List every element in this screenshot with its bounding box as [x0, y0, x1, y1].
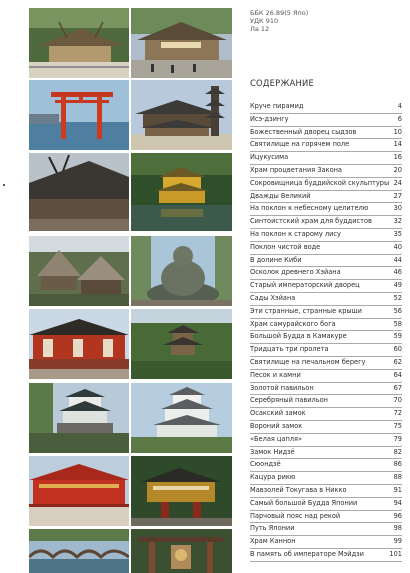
toc-entry[interactable] [250, 344, 402, 357]
catalog-line-bbk: ББК 26.89(5 Япо) [250, 9, 309, 17]
toc-entry[interactable] [250, 421, 402, 434]
toc-entry[interactable] [250, 395, 402, 408]
margin-mark [3, 184, 5, 186]
table-of-contents [250, 101, 402, 562]
photo-red-temple-gate [29, 309, 129, 379]
toc-entry-title: На поклон к старому лису [250, 229, 341, 238]
toc-entry-title: Вороний замок [250, 421, 303, 430]
toc-entry[interactable] [250, 216, 402, 229]
toc-entry-title: Песок и камни [250, 370, 301, 379]
toc-entry[interactable] [250, 472, 402, 485]
toc-entry-page: 99 [393, 537, 402, 546]
photo-pagoda-garden [131, 309, 232, 379]
toc-entry-title: Осакский замок [250, 409, 306, 418]
toc-heading: СОДЕРЖАНИЕ [250, 78, 314, 88]
toc-entry-title: Кацура рикю [250, 473, 296, 482]
toc-entry-page: 27 [393, 191, 402, 200]
toc-entry-page: 58 [393, 319, 402, 328]
toc-entry-page: 24 [393, 178, 402, 187]
toc-entry-page: 96 [393, 511, 402, 520]
photo-itsukushima-torii [29, 80, 129, 150]
catalog-line-udk: УДК 910 [250, 17, 279, 26]
toc-entry-page: 46 [393, 268, 402, 277]
photo-shrine-roofs [29, 153, 129, 231]
photo-osaka-castle [29, 383, 129, 453]
toc-entry-title: Замок Нидзё [250, 447, 295, 456]
toc-entry-page: 94 [393, 498, 402, 507]
toc-entry-title: Тридцать три пролета [250, 345, 329, 354]
toc-entry[interactable] [250, 114, 402, 127]
toc-entry-page: 4 [397, 102, 402, 110]
toc-entry-page: 88 [393, 473, 402, 482]
toc-entry-title: Старый императорский дворец [250, 281, 360, 290]
toc-entry[interactable] [250, 549, 402, 562]
toc-entry-title: Сокровищница буддийской скульптуры [250, 178, 390, 187]
toc-entry-page: 16 [393, 153, 402, 162]
toc-entry[interactable] [250, 357, 402, 370]
toc-entry-page: 52 [393, 293, 402, 302]
toc-entry-title: Святилище на печальном берегу [250, 357, 366, 366]
toc-entry-page: 70 [393, 396, 402, 405]
toc-entry-title: На поклон к небесному целителю [250, 204, 369, 213]
toc-entry-page: 32 [393, 217, 402, 226]
toc-entry-page: 60 [393, 345, 402, 354]
toc-entry-page: 62 [393, 357, 402, 366]
toc-entry-title: Серебряный павильон [250, 396, 328, 405]
toc-entry-page: 86 [393, 460, 402, 469]
toc-entry-title: В долине Киби [250, 255, 302, 264]
toc-entry-page: 20 [393, 165, 402, 174]
photo-himeji-castle [131, 383, 232, 453]
toc-entry[interactable] [250, 293, 402, 306]
toc-entry-title: Дважды Великий [250, 191, 311, 200]
photo-thatched-houses [29, 236, 129, 306]
toc-entry-title: Сюондзё [250, 460, 281, 469]
toc-entry-title: Круче пирамид [250, 102, 304, 110]
toc-entry-page: 30 [393, 204, 402, 213]
toc-entry[interactable] [250, 459, 402, 472]
toc-entry-page: 49 [393, 281, 402, 290]
photo-great-buddha-kamakura [131, 236, 232, 306]
toc-entry[interactable] [250, 447, 402, 460]
toc-entry[interactable] [250, 383, 402, 396]
toc-entry-page: 6 [397, 114, 402, 123]
toc-entry[interactable] [250, 536, 402, 549]
photo-golden-pavilion [131, 153, 232, 231]
photo-column [29, 8, 232, 573]
photo-izumo-shrine [131, 8, 232, 78]
photo-nikko-mausoleum [131, 456, 232, 526]
toc-entry-page: 44 [393, 255, 402, 264]
toc-entry-title: Поклон чистой воде [250, 242, 321, 251]
toc-entry-page: 35 [393, 229, 402, 238]
toc-entry[interactable] [250, 191, 402, 204]
toc-entry-page: 14 [393, 140, 402, 149]
toc-entry[interactable] [250, 498, 402, 511]
toc-entry[interactable] [250, 203, 402, 216]
toc-entry-page: 40 [393, 242, 402, 251]
toc-entry-title: Путь Японии [250, 524, 295, 533]
photo-shuri-castle [29, 456, 129, 526]
toc-entry-page: 91 [393, 485, 402, 494]
toc-entry[interactable] [250, 101, 402, 114]
toc-entry[interactable] [250, 511, 402, 524]
toc-entry-title: Ицукусима [250, 153, 289, 162]
toc-entry-title: Осколок древнего Хэйана [250, 268, 341, 277]
toc-entry[interactable] [250, 485, 402, 498]
toc-entry-page: 59 [393, 332, 402, 341]
toc-entry-title: Сады Хэйана [250, 293, 296, 302]
toc-entry[interactable] [250, 229, 402, 242]
toc-entry-page: 56 [393, 306, 402, 315]
toc-entry-title: Парчовый пояс над рекой [250, 511, 341, 520]
toc-entry[interactable] [250, 331, 402, 344]
toc-entry-title: Эти странные, странные крыши [250, 306, 362, 315]
toc-entry[interactable] [250, 434, 402, 447]
toc-entry[interactable] [250, 280, 402, 293]
toc-entry-page: 82 [393, 447, 402, 456]
toc-entry-title: Храм процветания Закона [250, 165, 342, 174]
toc-entry-page: 67 [393, 383, 402, 392]
toc-entry[interactable] [250, 370, 402, 383]
toc-entry-page: 10 [393, 127, 402, 136]
toc-entry-page: 75 [393, 421, 402, 430]
toc-entry-title: Золотой павильон [250, 383, 314, 392]
toc-entry[interactable] [250, 242, 402, 255]
toc-entry-title: В память об императоре Мэйдзи [250, 549, 364, 558]
toc-entry-title: Синтоистский храм для буддистов [250, 217, 372, 226]
toc-entry-title: Большой Будда в Камакуре [250, 332, 347, 341]
toc-entry[interactable] [250, 165, 402, 178]
photo-kintai-bridge [29, 529, 129, 573]
photo-horyuji-temple [131, 80, 232, 150]
toc-entry-page: 79 [393, 434, 402, 443]
toc-entry-title: Божественный дворец сыдзов [250, 127, 357, 136]
toc-entry[interactable] [250, 408, 402, 421]
toc-entry[interactable] [250, 306, 402, 319]
toc-entry-page: 72 [393, 409, 402, 418]
toc-entry[interactable] [250, 255, 402, 268]
toc-entry[interactable] [250, 152, 402, 165]
toc-entry[interactable] [250, 319, 402, 332]
toc-entry[interactable] [250, 267, 402, 280]
toc-entry[interactable] [250, 139, 402, 152]
toc-entry-page: 64 [393, 370, 402, 379]
toc-entry-title: Мавзолей Токугава в Никко [250, 485, 347, 494]
toc-entry-title: «Белая цапля» [250, 434, 302, 443]
toc-entry-page: 101 [389, 549, 402, 558]
toc-entry-title: Храм Каннон [250, 537, 296, 546]
catalog-info [250, 9, 308, 34]
toc-entry-page: 98 [393, 524, 402, 533]
toc-entry[interactable] [250, 127, 402, 140]
toc-entry-title: Святилище на горячем поле [250, 140, 350, 149]
photo-ise-shrine [29, 8, 129, 78]
toc-entry-title: Исэ-дзингу [250, 114, 289, 123]
photo-meiji-shrine-gate [131, 529, 232, 573]
catalog-line-index: Ла 12 [250, 25, 270, 34]
toc-entry[interactable] [250, 178, 402, 191]
toc-entry[interactable] [250, 523, 402, 536]
toc-entry-title: Самый большой Будда Японии [250, 498, 358, 507]
toc-entry-title: Храм самурайского бога [250, 319, 336, 328]
